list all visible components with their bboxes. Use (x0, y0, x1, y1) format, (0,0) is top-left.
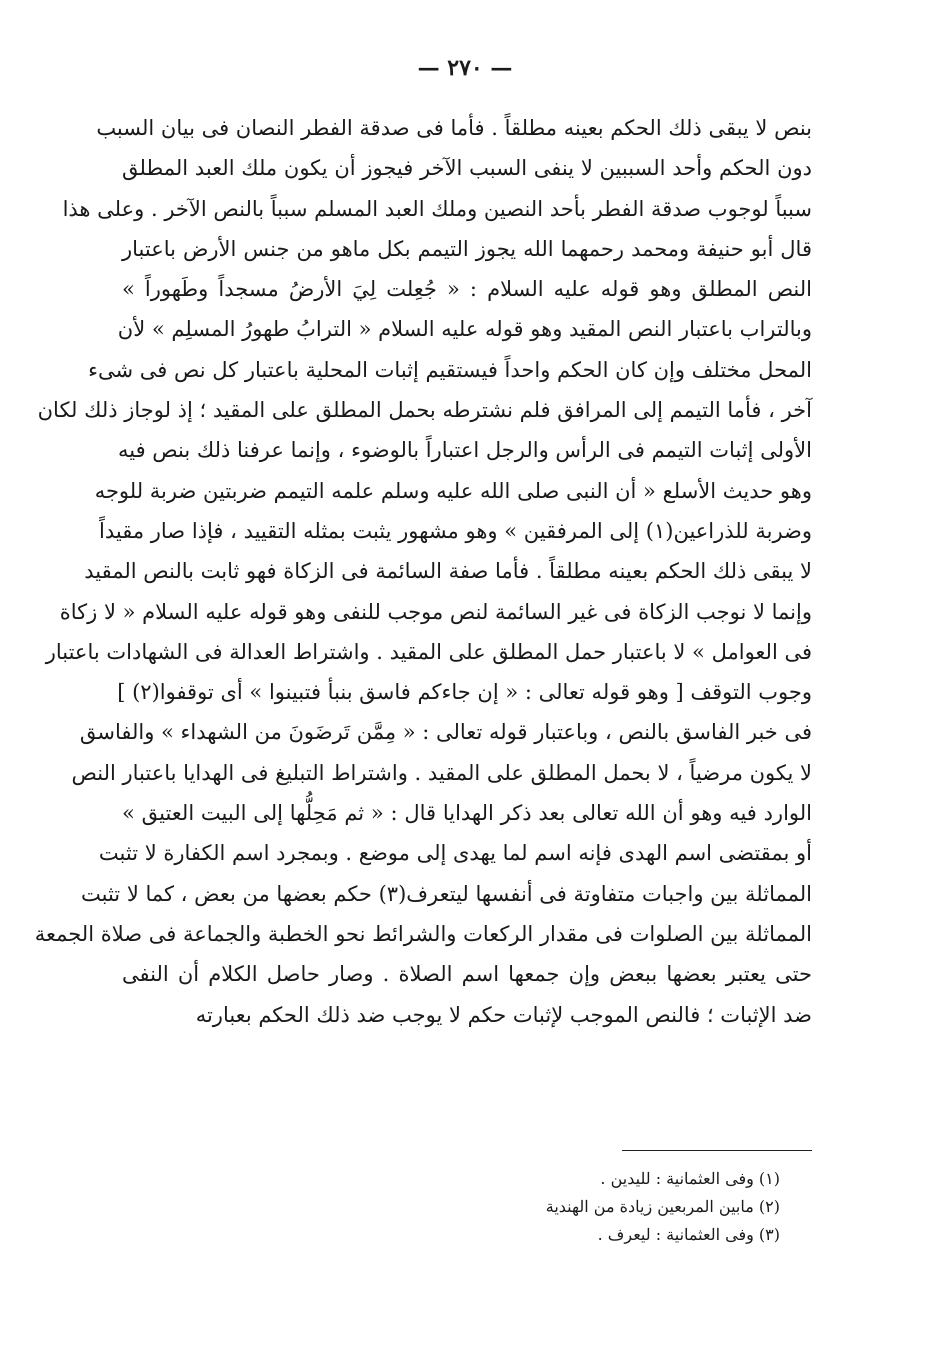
text-line: النص المطلق وهو قوله عليه السلام : « جُعِلت لِيَ الأرضُ مسجداً وطَهوراً » (122, 277, 812, 302)
text-line: لا يبقى ذلك الحكم بعينه مطلقاً . فأما صفة السائمة فى الزكاة فهو ثابت بالنص المقيد (84, 559, 812, 584)
footnote-2: (٢) مابين المربعين زيادة من الهندية (545, 1197, 780, 1216)
footnote-1: (١) وفى العثمانية : لليدين . (600, 1169, 780, 1188)
page-number: — ٢٧٠ — (417, 55, 513, 81)
text-line: حتى يعتبر بعضها ببعض وإن جمعها اسم الصلاة . وصار حاصل الكلام أن النفى (122, 962, 812, 987)
footnotes (380, 1165, 780, 1249)
text-line: الوارد فيه وهو أن الله تعالى بعد ذكر الهدايا قال : « ثم مَحِلُّها إلى البيت العتيق » (122, 801, 812, 826)
text-line: المماثلة بين الصلوات فى مقدار الركعات والشرائط نحو الخطبة والجماعة فى صلاة الجمعة (34, 921, 812, 946)
footnote-divider (622, 1150, 812, 1151)
text-line: المحل مختلف وإن كان الحكم واحداً فيستقيم إثبات المحلية باعتبار كل نص فى شىء (88, 357, 812, 382)
text-line: وبالتراب باعتبار النص المقيد وهو قوله عليه السلام « الترابُ طهورُ المسلِم » لأن (117, 317, 812, 342)
text-line: فى العوامل » لا باعتبار حمل المطلق على المقيد . واشتراط العدالة فى الشهادات باعتبار (45, 639, 812, 664)
text-line: دون الحكم وأحد السببين لا ينفى السبب الآخر فيجوز أن يكون ملك العبد المطلق (122, 156, 812, 181)
text-line: بنص لا يبقى ذلك الحكم بعينه مطلقاً . فأما فى صدقة الفطر النصان فى بيان السبب (96, 116, 812, 140)
text-line: وضربة للذراعين(١) إلى المرفقين » وهو مشهور يثبت بمثله التقييد ، فإذا صار مقيداً (99, 518, 812, 543)
text-line: قال أبو حنيفة ومحمد رحمهما الله يجوز التيمم بكل ماهو من جنس الأرض باعتبار (122, 236, 812, 261)
text-line: المماثلة بين واجبات متفاوتة فى أنفسها ليتعرف(٣) حكم بعضها من بعض ، كما لا تثبت (81, 881, 812, 906)
text-line: سبباً لوجوب صدقة الفطر بأحد النصين وملك العبد المسلم سبباً بالنص الآخر . وعلى هذا (62, 196, 812, 221)
text-line: ضد الإثبات ؛ فالنص الموجب لإثبات حكم لا يوجب ضد ذلك الحكم بعبارته (195, 1002, 812, 1027)
text-line: وهو حديث الأسلع « أن النبى صلى الله عليه وسلم علمه التيمم ضربتين ضربة للوجه (94, 478, 812, 503)
text-line: آخر ، فأما التيمم إلى المرافق فلم نشترطه بحمل المطلق على المقيد ؛ إذ لوجاز ذلك لكان (37, 398, 812, 423)
footnote-3: (٣) وفى العثمانية : ليعرف . (597, 1225, 780, 1244)
text-line: الأولى إثبات التيمم فى الرأس والرجل اعتباراً بالوضوء ، وإنما عرفنا ذلك بنص فيه (118, 438, 812, 463)
text-line: أو بمقتضى اسم الهدى فإنه اسم لما يهدى إلى موضع . وبمجرد اسم الكفارة لا تثبت (98, 841, 812, 866)
text-line: فى خبر الفاسق بالنص ، وباعتبار قوله تعالى : « مِمَّن تَرضَونَ من الشهداء » والفاسق (79, 720, 812, 745)
text-line: وجوب التوقف [ وهو قوله تعالى : « إن جاءكم فاسق بنبأ فتبينوا » أى توقفوا(٢) ] (117, 680, 812, 705)
text-line: لا يكون مرضياً ، لا بحمل المطلق على المقيد . واشتراط التبليغ فى الهدايا باعتبار النص (71, 760, 812, 785)
text-line: وإنما لا نوجب الزكاة فى غير السائمة لنص موجب للنفى وهو قوله عليه السلام « لا زكاة (59, 599, 812, 624)
body-text (34, 108, 812, 1035)
